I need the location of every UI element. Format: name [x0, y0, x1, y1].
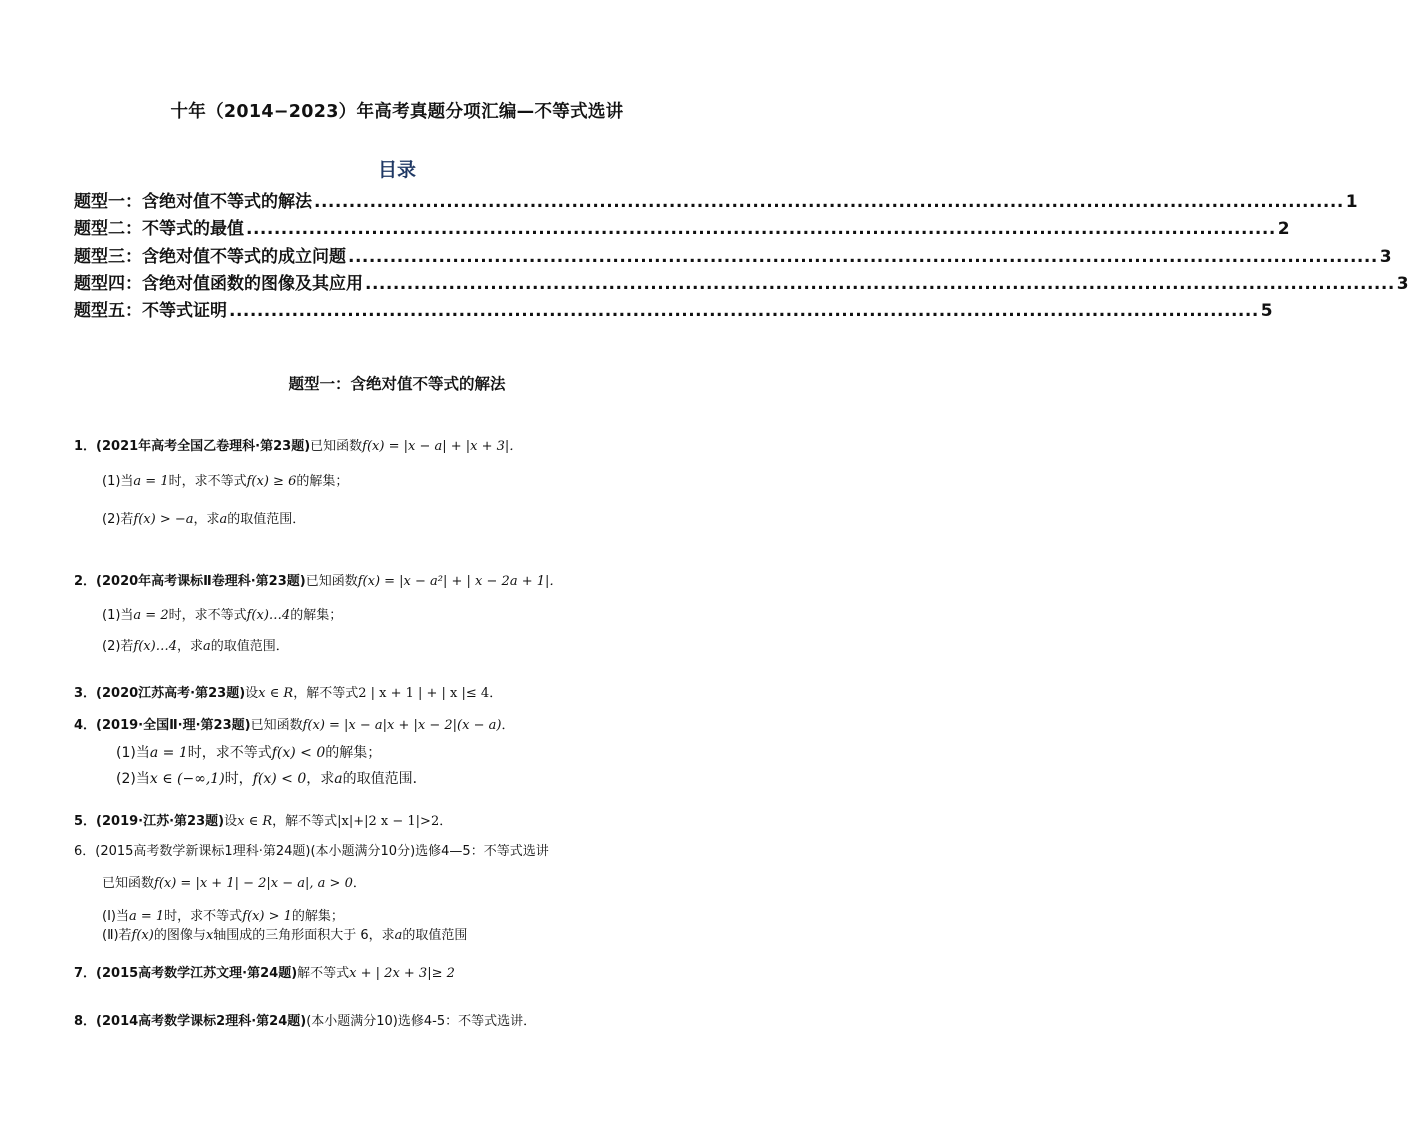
math-inline: f(x) ≥ 6	[246, 474, 297, 489]
part-text: 的取值范围．	[227, 512, 306, 527]
toc-item[interactable]	[74, 187, 1358, 214]
question-2-part-1	[102, 604, 342, 623]
toc-leader-dots: ....................................................................................................................................................	[348, 246, 1378, 267]
question-6-given	[102, 872, 366, 891]
part-text: 时，	[224, 771, 253, 787]
question-text: ，解不等式	[272, 814, 338, 829]
toc-item-label: 题型一：含绝对值不等式的解法	[74, 192, 312, 212]
math-inline: a = 1	[133, 474, 169, 489]
part-text: 轴围成的三角形面积大于 6，求	[213, 928, 395, 943]
math-formula: f(x) = |x − a| + |x + 3|．	[362, 439, 523, 454]
toc-item-label: 题型三：含绝对值不等式的成立问题	[74, 246, 346, 267]
part-text: ，求	[176, 639, 203, 654]
math-inline: f(x)…4	[246, 608, 291, 623]
toc-item-page: 5	[1260, 301, 1273, 322]
math-formula: x + | 2x + 3|≥ 2	[349, 966, 455, 981]
math-formula: 2 | x + 1 | + | x |≤ 4	[358, 686, 490, 701]
toc-leader-dots: ....................................................................................................................................................	[365, 273, 1395, 294]
question-5	[74, 810, 452, 829]
question-text: 已知函数	[102, 876, 155, 891]
part-text: 时，求不等式	[187, 745, 272, 761]
question-8	[74, 1010, 536, 1029]
part-text: 的解集；	[291, 909, 344, 924]
toc-heading: 目录	[377, 159, 416, 181]
math-inline: x ∈ R	[237, 814, 273, 829]
question-number: 4．	[74, 718, 97, 733]
math-inline: x ∈ R	[258, 686, 294, 701]
question-number: 3．	[74, 686, 97, 701]
part-label: (2)若	[102, 639, 134, 654]
question-number: 7．	[74, 966, 97, 981]
question-source: (2015高考数学江苏文理·第24题)	[96, 966, 298, 981]
math-inline: f(x) > 1	[242, 909, 292, 924]
math-inline: x	[205, 928, 214, 943]
question-text: ．	[439, 814, 453, 829]
question-text: 设	[224, 814, 238, 829]
part-label: (2)若	[102, 512, 134, 527]
question-7	[74, 962, 455, 981]
math-inline: a	[394, 928, 403, 943]
question-6-part-1	[102, 905, 344, 924]
question-number: 2．	[74, 574, 97, 589]
math-inline: a = 1	[149, 745, 188, 761]
part-text: ，求	[306, 771, 335, 787]
question-text: (本小题满分10)选修4-5：不等式选讲．	[306, 1014, 537, 1029]
question-number: 8．	[74, 1014, 97, 1029]
math-formula: f(x) = |x + 1| − 2|x − a|, a > 0	[154, 876, 353, 891]
math-inline: a	[334, 771, 343, 787]
question-text: 已知函数	[250, 718, 303, 733]
question-number: 5．	[74, 814, 97, 829]
table-of-contents	[74, 187, 1409, 323]
question-6	[74, 840, 549, 859]
part-label: (Ⅰ)当	[102, 909, 129, 924]
toc-item[interactable]	[74, 269, 1409, 296]
question-4-part-1	[116, 742, 381, 762]
question-text: 已知函数	[305, 574, 358, 589]
question-number: 6．	[74, 844, 96, 859]
toc-item-page: 3	[1379, 246, 1392, 267]
math-inline: x ∈ (−∞,1)	[149, 771, 225, 787]
math-inline: a	[219, 512, 228, 527]
part-text: 的取值范围	[402, 928, 468, 943]
math-inline: a	[203, 639, 211, 654]
toc-item-page: 1	[1345, 192, 1358, 212]
part-text: 的取值范围．	[342, 771, 427, 787]
question-source: (2014高考数学课标2理科·第24题)	[96, 1014, 307, 1029]
question-2	[74, 570, 562, 589]
math-formula: f(x) = |x − a²| + | x − 2a + 1|．	[357, 574, 563, 589]
toc-item[interactable]	[74, 214, 1290, 241]
question-4-part-2	[116, 768, 427, 788]
question-source: (2019·全国Ⅱ·理·第23题)	[96, 718, 251, 733]
question-4	[74, 714, 514, 733]
question-text: (本小题满分10分)选修4—5：不等式选讲	[310, 844, 549, 859]
math-inline: f(x) > −a	[133, 512, 194, 527]
section-heading: 题型一：含绝对值不等式的解法	[288, 375, 506, 393]
question-text: ，解不等式	[293, 686, 359, 701]
part-text: 的解集；	[325, 745, 382, 761]
question-source: (2020江苏高考·第23题)	[96, 686, 246, 701]
math-formula: |x|+|2 x − 1|>2	[337, 814, 440, 829]
part-label: (1)当	[116, 745, 150, 761]
part-label: (Ⅱ)若	[102, 928, 132, 943]
question-text: ．	[501, 718, 515, 733]
math-inline: f(x) < 0	[271, 745, 326, 761]
part-label: (1)当	[102, 608, 134, 623]
math-formula: f(x) = |x − a|x + |x − 2|(x − a)	[302, 718, 502, 733]
question-source: (2020年高考课标Ⅱ卷理科·第23题)	[96, 574, 306, 589]
toc-leader-dots: ....................................................................................................................................................	[246, 219, 1276, 240]
question-text: 已知函数	[310, 439, 363, 454]
part-label: (1)当	[102, 474, 134, 489]
question-text: 解不等式	[297, 966, 350, 981]
part-text: 的解集；	[296, 474, 349, 489]
math-inline: a = 1	[128, 909, 165, 924]
question-source: (2021年高考全国乙卷理科·第23题)	[96, 439, 311, 454]
toc-item-page: 2	[1277, 219, 1290, 240]
part-text: 的解集；	[290, 608, 343, 623]
question-1-part-1	[102, 470, 348, 489]
math-inline: a = 2	[133, 608, 169, 623]
question-3	[74, 682, 502, 701]
part-text: 的图像与	[153, 928, 206, 943]
question-source: (2019·江苏·第23题)	[96, 814, 225, 829]
part-text: 时，求不等式	[164, 909, 243, 924]
question-6-part-2	[102, 924, 467, 943]
question-source: (2015高考数学新课标1理科·第24题)	[95, 844, 311, 859]
toc-leader-dots: ....................................................................................................................................................	[229, 301, 1259, 322]
question-1-part-2	[102, 508, 305, 527]
question-text: ．	[489, 686, 503, 701]
toc-item-page: 3	[1396, 273, 1409, 294]
toc-item-label: 题型二：不等式的最值	[74, 219, 244, 240]
question-number: 1．	[74, 439, 97, 454]
toc-item[interactable]	[74, 242, 1392, 269]
question-2-part-2	[102, 635, 289, 654]
toc-item-label: 题型四：含绝对值函数的图像及其应用	[74, 273, 363, 294]
math-inline: f(x)…4	[133, 639, 177, 654]
part-text: ，求	[193, 512, 220, 527]
toc-item[interactable]	[74, 296, 1273, 323]
page-title: 十年（2014−2023）年高考真题分项汇编—不等式选讲	[170, 102, 624, 122]
part-text: 时，求不等式	[168, 608, 247, 623]
part-text: 时，求不等式	[168, 474, 247, 489]
part-text: 的取值范围．	[210, 639, 289, 654]
question-1	[74, 435, 522, 454]
part-label: (2)当	[116, 771, 150, 787]
question-text: ．	[352, 876, 366, 891]
toc-item-label: 题型五：不等式证明	[74, 301, 227, 322]
toc-leader-dots: ....................................................................................................................................................	[314, 192, 1344, 212]
math-inline: f(x)	[131, 928, 154, 943]
question-text: 设	[245, 686, 259, 701]
math-inline: f(x) < 0	[252, 771, 307, 787]
